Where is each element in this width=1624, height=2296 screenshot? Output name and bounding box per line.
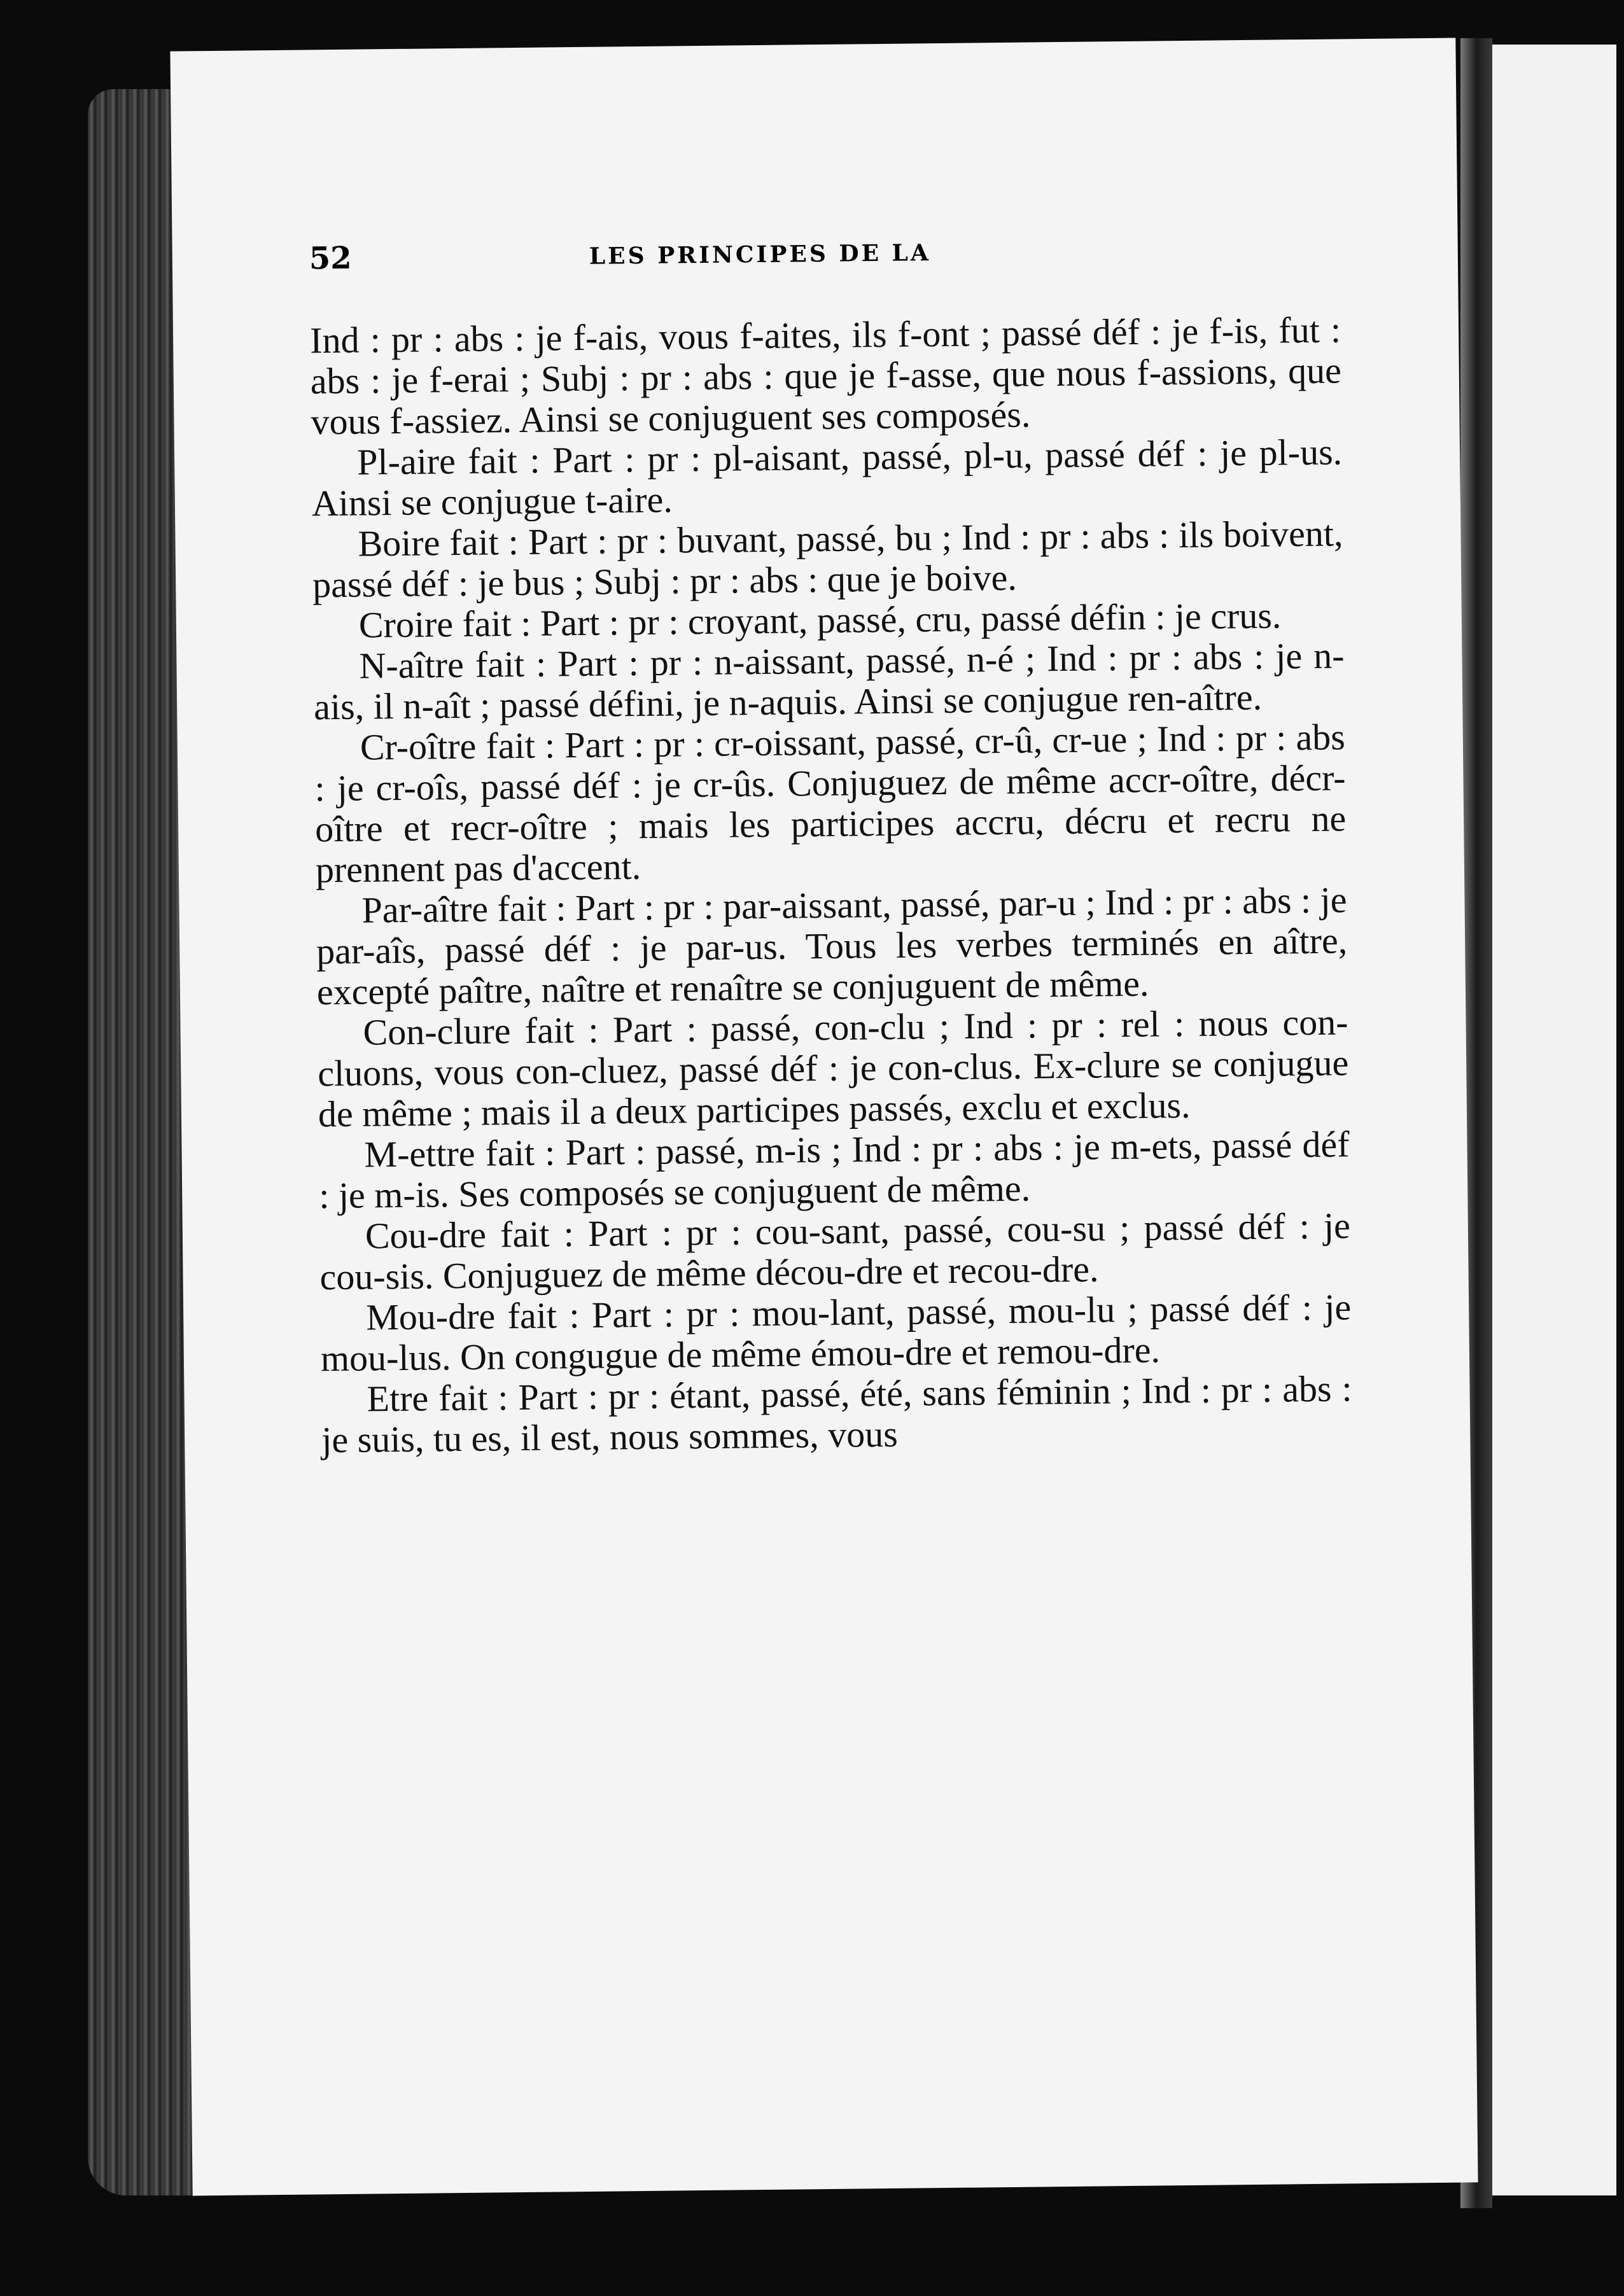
page-number: 52 [309,240,352,277]
paragraph: Cou-dre fait : Part : pr : cou-sant, passé, cou-su ; passé déf : je cou-sis. Conjuguez de même décou-dre et recou-dre. [319,1205,1351,1298]
paragraph: Par-aître fait : Part : pr : par-aissant, passé, par-u ; Ind : pr : abs : je par-aîs, passé déf : je par-us. Tous les verbes terminés en aître, excepté paître, naître et renaître se conjuguent de même. [316,879,1348,1013]
page-header [309,230,1366,285]
paragraph: N-aître fait : Part : pr : n-aissant, passé, n-é ; Ind : pr : abs : je n-ais, il n-aît ; passé défini, je n-aquis. Ainsi se conjugue ren-aître. [313,634,1345,728]
paragraph: Pl-aire fait : Part : pr : pl-aisant, passé, pl-u, passé déf : je pl-us. Ainsi se conjugue t-aire. [311,431,1343,524]
book-page [170,38,1478,2196]
paragraph: Boire fait : Part : pr : buvant, passé, bu ; Ind : pr : abs : ils boivent, passé déf : je bus ; Subj : pr : abs : que je boive. [312,512,1343,606]
paragraph: Cr-oître fait : Part : pr : cr-oissant, passé, cr-û, cr-ue ; Ind : pr : abs : je cr-oîs, passé déf : je cr-ûs. Conjuguez de même accr-oître, décr-oître et recr-oître ; mais les participes accru, décru et recru ne prennent pas d'accent. [314,716,1347,891]
facing-page [1483,45,1616,2195]
paragraph: Etre fait : Part : pr : étant, passé, été, sans féminin ; Ind : pr : abs : je suis, tu es, il est, nous sommes, vous [321,1368,1352,1461]
running-head: LES PRINCIPES DE LA [589,239,932,270]
paragraph: Ind : pr : abs : je f-ais, vous f-aites, ils f-ont ; passé déf : je f-is, fut : abs : je f-erai ; Subj : pr : abs : que je f-asse, que nous f-assions, que vous f-assiez. Ainsi se conjuguent ses composés. [309,309,1342,443]
paragraph: Mou-dre fait : Part : pr : mou-lant, passé, mou-lu ; passé déf : je mou-lus. On congugue de même émou-dre et remou-dre. [320,1286,1352,1380]
paragraph: M-ettre fait : Part : passé, m-is ; Ind : pr : abs : je m-ets, passé déf : je m-is. Ses composés se conjuguent de même. [318,1123,1350,1217]
paragraph: Con-clure fait : Part : passé, con-clu ; Ind : pr : rel : nous con-cluons, vous con-cluez, passé déf : je con-clus. Ex-clure se conjugue de même ; mais il a deux participes passés, exclu et exclus. [317,1001,1349,1135]
paragraph: Croire fait : Part : pr : croyant, passé, cru, passé défin : je crus. [358,594,1282,646]
text-block [310,309,1353,1460]
